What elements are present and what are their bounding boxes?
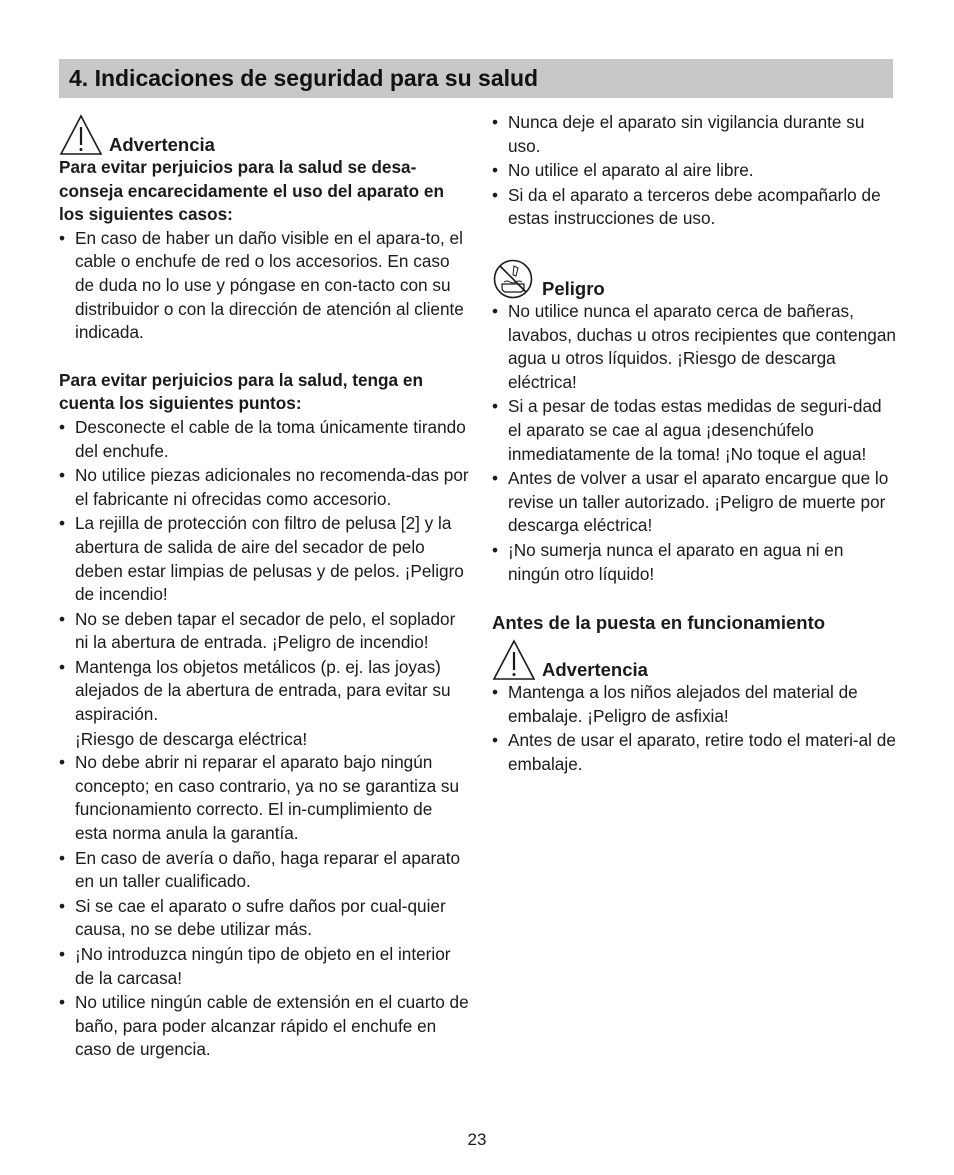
subsection-title: Antes de la puesta en funcionamiento: [492, 612, 826, 634]
bullet-list-1: [59, 227, 469, 345]
section-header-bar: [59, 59, 893, 98]
danger-list: [492, 300, 897, 586]
warning-triangle-icon: [59, 114, 103, 156]
danger-heading: [492, 258, 897, 300]
list-item: • En caso de avería o daño, haga reparar el aparato en un taller cualificado.: [59, 847, 469, 894]
bullet-list-2a: [59, 416, 469, 727]
bullet-list-0: [492, 111, 897, 231]
warning-heading-1: [59, 114, 469, 156]
list-item: • ¡No introduzca ningún tipo de objeto en el interior de la carcasa!: [59, 943, 469, 990]
page-number: 23: [467, 1130, 487, 1149]
warning-label-2: Advertencia: [542, 659, 648, 681]
list-item: • Mantenga a los niños alejados del material de embalaje. ¡Peligro de asfixia!: [492, 681, 897, 728]
warning-label-1: Advertencia: [109, 134, 215, 155]
list-item: • Si a pesar de todas estas medidas de seguri-dad el aparato se cae al agua ¡desenchúfelo inmediatamente de la toma! ¡No toque el agua!: [492, 395, 897, 466]
list-item: • No utilice piezas adicionales no recomenda-das por el fabricante ni ofrecidas como accesorio.: [59, 464, 469, 511]
list-item: • No se deben tapar el secador de pelo, el soplador ni la abertura de entrada. ¡Peligro de incendio!: [59, 608, 469, 655]
list-item: • Nunca deje el aparato sin vigilancia durante su uso.: [492, 111, 897, 158]
warning-triangle-icon: [492, 639, 536, 681]
list-item: • No utilice ningún cable de extensión en el cuarto de baño, para poder alcanzar rápido el enchufe en caso de urgencia.: [59, 991, 469, 1062]
list-item: • Antes de usar el aparato, retire todo el materi-al de embalaje.: [492, 729, 897, 776]
right-column: [492, 111, 897, 777]
section-title: 4. Indicaciones de seguridad para su salud: [69, 65, 539, 91]
list-item: • No utilice nunca el aparato cerca de bañeras, lavabos, duchas u otros recipientes que contengan agua u otros líquidos. ¡Riesgo de descarga eléctrica!: [492, 300, 897, 394]
list-item: • No debe abrir ni reparar el aparato bajo ningún concepto; en caso contrario, ya no se garantiza su funcionamiento correcto. El in-cumplimiento de esta norma anula la garantía.: [59, 751, 469, 845]
list-item: • Si se cae el aparato o sufre daños por cual-quier causa, no se debe utilizar más.: [59, 895, 469, 942]
no-water-bath-icon: [492, 258, 536, 300]
list-item: • ¡No sumerja nunca el aparato en agua ni en ningún otro líquido!: [492, 539, 897, 586]
left-column: [59, 110, 469, 1063]
list-item: • Mantenga los objetos metálicos (p. ej. las joyas) alejados de la abertura de entrada, para evitar su aspiración.: [59, 656, 469, 727]
bullet-list-3: [492, 681, 897, 776]
list-item: • En caso de haber un daño visible en el apara-to, el cable o enchufe de red o los accesorios. En caso de duda no lo use y póngase en con-tacto con su distribuidor o con la dirección de atención al cliente indicada.: [59, 227, 469, 345]
intro-text-1: Para evitar perjuicios para la salud se desa-conseja encarecidamente el uso del aparato en los siguientes casos:: [59, 157, 444, 225]
danger-label: Peligro: [542, 277, 605, 299]
intro-text-2: Para evitar perjuicios para la salud, tenga en cuenta los siguientes puntos:: [59, 369, 423, 414]
list-item: • Desconecte el cable de la toma únicamente tirando del enchufe.: [59, 416, 469, 463]
list-item: • La rejilla de protección con filtro de pelusa [2] y la abertura de salida de aire del secador de pelo deben estar limpias de pelusas y de pelos. ¡Peligro de incendio!: [59, 512, 469, 606]
note-text: ¡Riesgo de descarga eléctrica!: [75, 728, 308, 749]
list-item: • Si da el aparato a terceros debe acompañarlo de estas instrucciones de uso.: [492, 184, 897, 231]
warning-heading-2: [492, 639, 897, 681]
bullet-list-2b: [59, 751, 469, 1062]
list-item: • No utilice el aparato al aire libre.: [492, 159, 897, 183]
list-item: • Antes de volver a usar el aparato encargue que lo revise un taller autorizado. ¡Peligro de muerte por descarga eléctrica!: [492, 467, 897, 538]
